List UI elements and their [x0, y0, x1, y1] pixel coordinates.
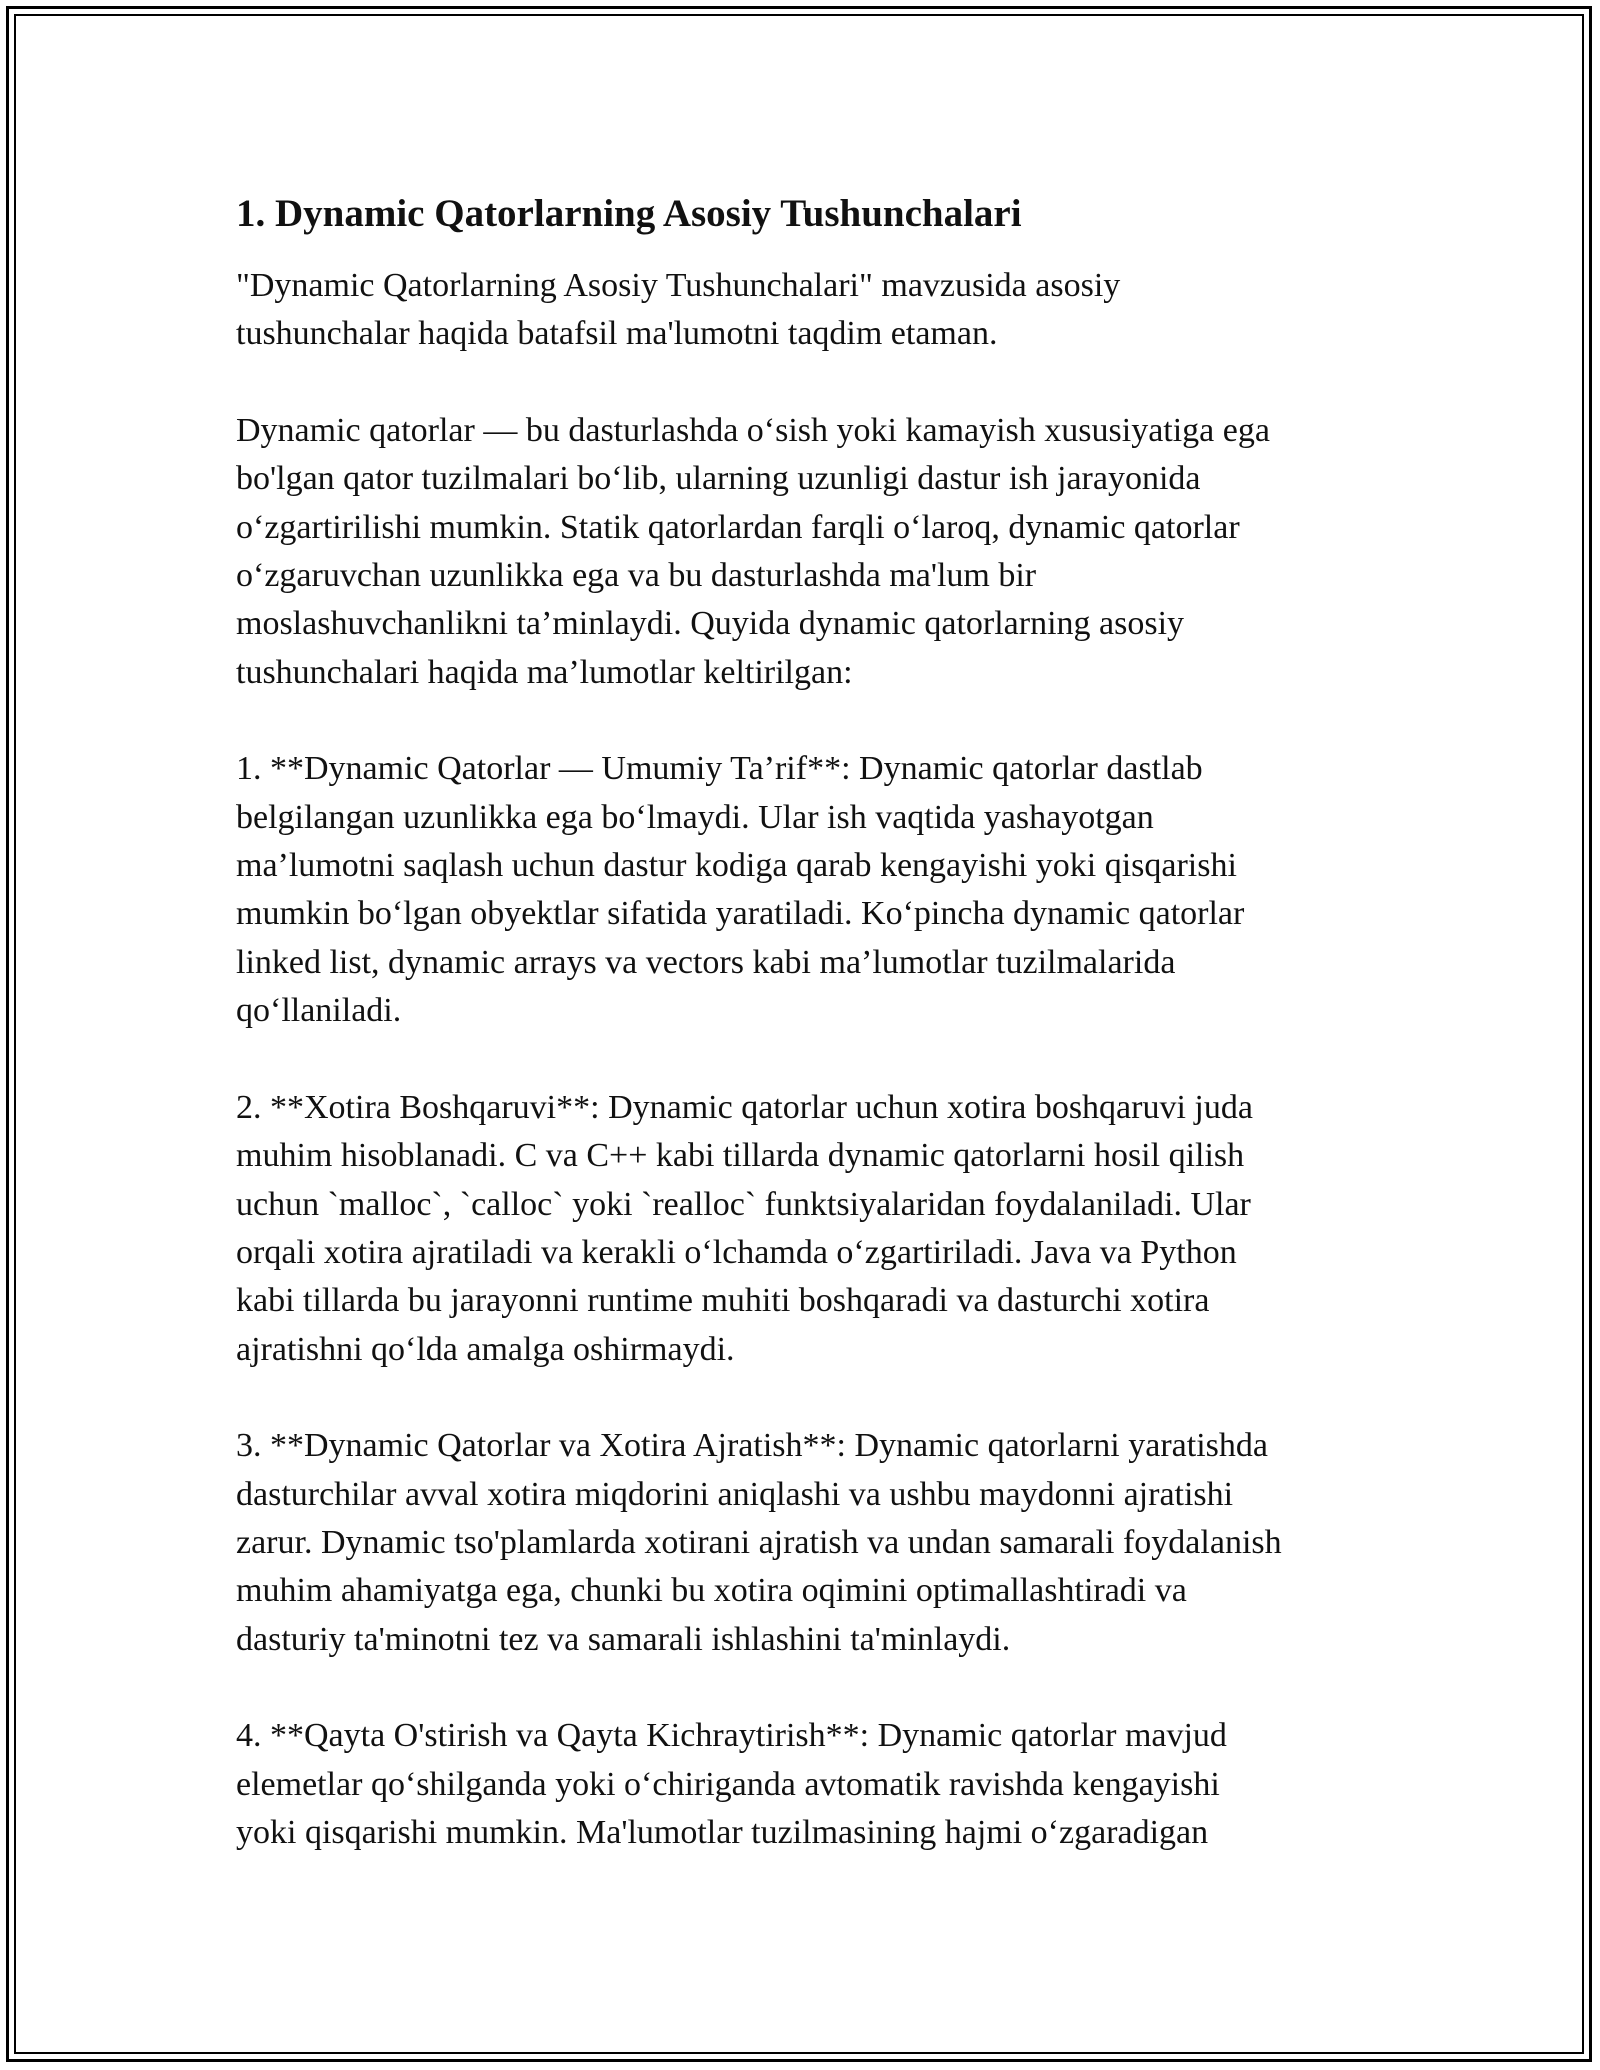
text-line: qo‘llaniladi. — [236, 992, 402, 1030]
text-line: 1. **Dynamic Qatorlar — Umumiy Ta’rif**: Dynamic qatorlar dastlab — [236, 750, 1203, 788]
text-line: "Dynamic Qatorlarning Asosiy Tushunchalari" mavzusida asosiy — [236, 267, 1121, 304]
text-line: o‘zgartirilishi mumkin. Statik qatorlardan farqli o‘laroq, dynamic qatorlar — [236, 508, 1240, 546]
text-line: o‘zgaruvchan uzunlikka ega va bu dasturlashda ma'lum bir — [236, 557, 1037, 595]
paragraph-intro — [236, 262, 1366, 359]
text-line: dasturiy ta'minotni tez va samarali ishlashini ta'minlaydi. — [236, 1620, 1011, 1658]
text-line: kabi tillarda bu jarayonni runtime muhiti boshqaradi va dasturchi xotira — [236, 1282, 1210, 1320]
document-title: 1. Dynamic Qatorlarning Asosiy Tushunchalari — [236, 192, 1022, 235]
text-line: muhim ahamiyatga ega, chunki bu xotira oqimini optimallashtiradi va — [236, 1572, 1187, 1610]
paragraph-item-4 — [236, 1712, 1366, 1857]
text-line: dasturchilar avval xotira miqdorini aniqlashi va ushbu maydonni ajratishi — [236, 1475, 1234, 1513]
text-line: elemetlar qo‘shilganda yoki o‘chiriganda avtomatik ravishda kengayishi — [236, 1765, 1220, 1803]
text-line: uchun `malloc`, `calloc` yoki `realloc` funktsiyalaridan foydalaniladi. Ular — [236, 1185, 1251, 1223]
text-line: Dynamic qatorlar — bu dasturlashda o‘sish yoki kamayish xususiyatiga ega — [236, 411, 1270, 449]
text-line: tushunchalar haqida batafsil ma'lumotni taqdim etaman. — [236, 315, 998, 353]
paragraph-item-2 — [236, 1084, 1366, 1374]
text-line: linked list, dynamic arrays va vectors kabi ma’lumotlar tuzilmalarida — [236, 943, 1176, 981]
text-line: zarur. Dynamic tso'plamlarda xotirani ajratish va undan samarali foydalanish — [236, 1523, 1282, 1561]
paragraph-item-1 — [236, 745, 1366, 1035]
text-line: yoki qisqarishi mumkin. Ma'lumotlar tuzilmasining hajmi o‘zgaradigan — [236, 1813, 1209, 1851]
text-line: bo'lgan qator tuzilmalari bo‘lib, ularning uzunligi dastur ish jarayonida — [236, 460, 1201, 498]
text-line: muhim hisoblanadi. C va C++ kabi tillarda dynamic qatorlarni hosil qilish — [236, 1137, 1245, 1175]
text-line: orqali xotira ajratiladi va kerakli o‘lchamda o‘zgartiriladi. Java va Python — [236, 1233, 1237, 1271]
text-line: 4. **Qayta O'stirish va Qayta Kichraytirish**: Dynamic qatorlar mavjud — [236, 1717, 1227, 1755]
text-line: ma’lumotni saqlash uchun dastur kodiga qarab kengayishi yoki qisqarishi — [236, 847, 1237, 885]
text-line: belgilangan uzunlikka ega bo‘lmaydi. Ular ish vaqtida yashayotgan — [236, 798, 1154, 836]
text-line: 3. **Dynamic Qatorlar va Xotira Ajratish**: Dynamic qatorlarni yaratishda — [236, 1427, 1268, 1465]
text-line: mumkin bo‘lgan obyektlar sifatida yaratiladi. Ko‘pincha dynamic qatorlar — [236, 895, 1245, 933]
text-line: moslashuvchanlikni ta’minlaydi. Quyida dynamic qatorlarning asosiy — [236, 605, 1185, 643]
document-body — [236, 186, 1366, 1905]
text-line: 2. **Xotira Boshqaruvi**: Dynamic qatorlar uchun xotira boshqaruvi juda — [236, 1088, 1253, 1126]
paragraph-item-3 — [236, 1422, 1366, 1664]
text-line: ajratishni qo‘lda amalga oshirmaydi. — [236, 1330, 735, 1368]
paragraph-definition — [236, 407, 1366, 697]
text-line: tushunchalari haqida ma’lumotlar keltirilgan: — [236, 653, 853, 691]
